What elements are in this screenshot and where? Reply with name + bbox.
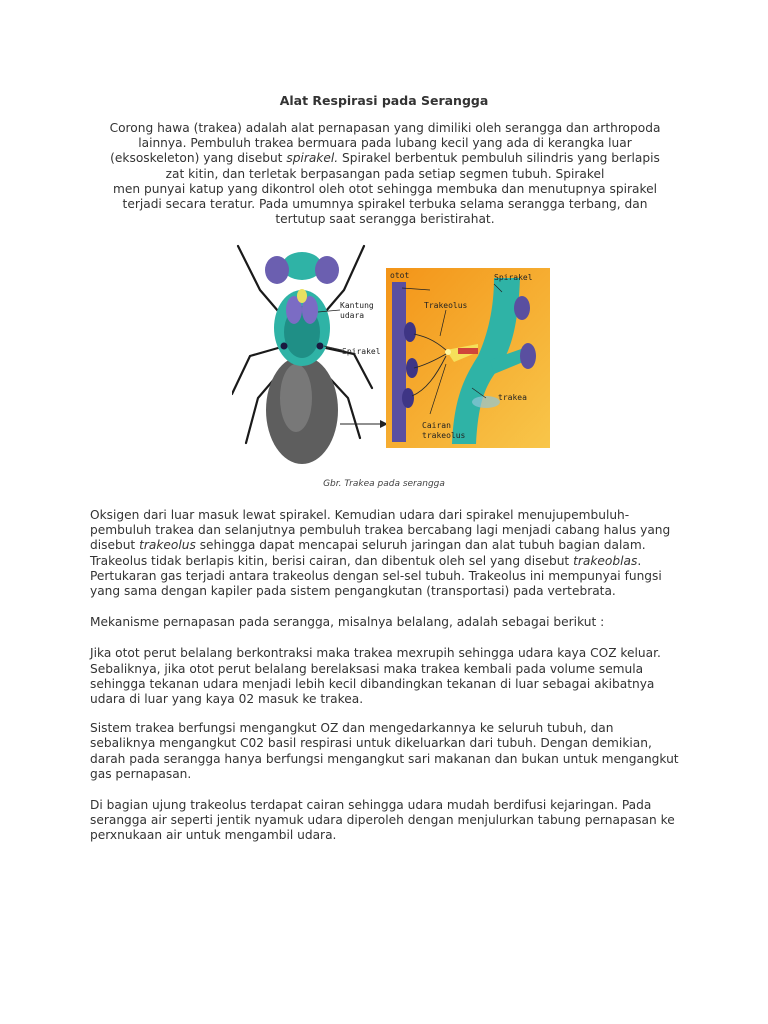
paragraph-text: sehingga dapat mencapai seluruh jaringan dan alat tubuh bagian dalam. Trakeolus tidak berlapis kitin, berisi cairan, dan dibentuk oleh sel yang disebut bbox=[90, 538, 646, 568]
paragraph-mekanisme: Mekanisme pernapasan pada serangga, misalnya belalang, adalah sebagai berikut : bbox=[90, 615, 605, 630]
intro-line-text: (eksoskeleton) yang disebut bbox=[110, 151, 287, 166]
label-otot: otot bbox=[390, 271, 410, 280]
intro-line bbox=[90, 151, 680, 166]
label-udara: udara bbox=[340, 311, 365, 320]
compound-eye-left bbox=[265, 256, 289, 284]
intro-paragraph bbox=[90, 121, 680, 227]
intro-line bbox=[90, 136, 680, 151]
label-spirakel-right: Spirakel bbox=[494, 273, 533, 282]
paragraph-sistem-trakea: Sistem trakea berfungsi mengangkut OZ dan mengedarkannya ke seluruh tubuh, dan sebaliknya mengangkut C02 basil respirasi untuk dikeluarkan dari tubuh. Dengan demikian, darah pada serangga hanya berfungsi mengangkut sari makanan dan bukan untuk mengangkut gas pernapasan. bbox=[90, 721, 679, 781]
intro-line-text: men punyai katup yang dikontrol oleh otot sehingga membuka dan menutupnya spirakel bbox=[113, 181, 657, 196]
compound-eye-right bbox=[315, 256, 339, 284]
intro-line-text: lainnya. Pembuluh trakea bermuara pada lubang kecil yang ada di kerangka luar bbox=[138, 136, 632, 151]
intro-line-text: zat kitin, dan terletak berpasangan pada setiap segmen tubuh. Spirakel bbox=[165, 166, 605, 181]
spiracle-valve bbox=[520, 343, 536, 369]
paragraph-ujung-trakeolus: Di bagian ujung trakeolus terdapat cairan sehingga udara mudah berdifusi kejaringan. Pada serangga air seperti jentik nyamuk udara diperoleh dengan menjulurkan tabung pernapasan ke perxnukaan air untuk mengambil udara. bbox=[90, 798, 675, 843]
page-title: Alat Respirasi pada Serangga bbox=[279, 93, 489, 108]
intro-line bbox=[90, 121, 680, 136]
muscle-strip bbox=[392, 282, 406, 442]
figure-illustration bbox=[232, 238, 552, 468]
insect-trachea-figure bbox=[232, 238, 552, 468]
paragraph-text: Oksigen dari luar masuk lewat spirakel. Kemudian udara dari spirakel menujupembuluh-pembuluh trakea dan selanjutnya pembuluh trakea bercabang lagi menjadi cabang halus yang disebut bbox=[90, 508, 671, 553]
label-kantung: Kantung bbox=[340, 301, 374, 310]
intro-line bbox=[90, 182, 680, 197]
label-spirakel-left: Spirakel bbox=[342, 347, 381, 356]
label-cairan: Cairan bbox=[422, 421, 451, 430]
spirakel-term: spirakel. bbox=[286, 151, 339, 166]
intro-line bbox=[90, 167, 680, 182]
paragraph-otot-perut: Jika otot perut belalang berkontraksi maka trakea mexrupih sehingga udara kaya COZ keluar. Sebaliknya, jika otot perut belalang berelaksasi maka trakea kembali pada volume semula sehingga tekanan udara menjadi lebih kecil dibandingkan tekanan di luar sebagai akibatnya udara di luar yang kaya 02 masuk ke trakea. bbox=[90, 646, 661, 707]
spiracle-dot bbox=[317, 343, 324, 350]
label-trakeolus: Trakeolus bbox=[424, 301, 468, 310]
trakeoblas-term: trakeoblas bbox=[573, 553, 638, 568]
intro-line-text: tertutup saat serangga beristirahat. bbox=[275, 212, 495, 227]
label-trakea: trakea bbox=[498, 393, 527, 402]
label-trakeolus-2: trakeolus bbox=[422, 431, 466, 440]
intro-line bbox=[90, 197, 680, 212]
paragraph-text: . Pertukaran gas terjadi antara trakeolus dengan sel-sel tubuh. Trakeolus ini mempunyai fungsi yang sama dengan kapiler pada sistem pengangkutan (transportasi) pada vertebrata. bbox=[90, 553, 662, 599]
intro-line-text: terjadi secara teratur. Pada umumnya spirakel terbuka selama serangga terbang, dan bbox=[122, 197, 648, 212]
intro-line-text: Spirakel berbentuk pembuluh silindris yang berlapis bbox=[338, 151, 660, 166]
paragraph-oksigen bbox=[90, 508, 682, 599]
body-text bbox=[90, 508, 682, 860]
intro-line-text: Corong hawa (trakea) adalah alat pernapasan yang dimiliki oleh serangga dan arthropoda bbox=[109, 121, 661, 135]
spiracle-dot bbox=[281, 343, 288, 350]
intro-line bbox=[90, 212, 680, 227]
trakeolus-term: trakeolus bbox=[139, 538, 196, 553]
figure-caption: Gbr. Trakea pada serangga bbox=[323, 479, 445, 489]
